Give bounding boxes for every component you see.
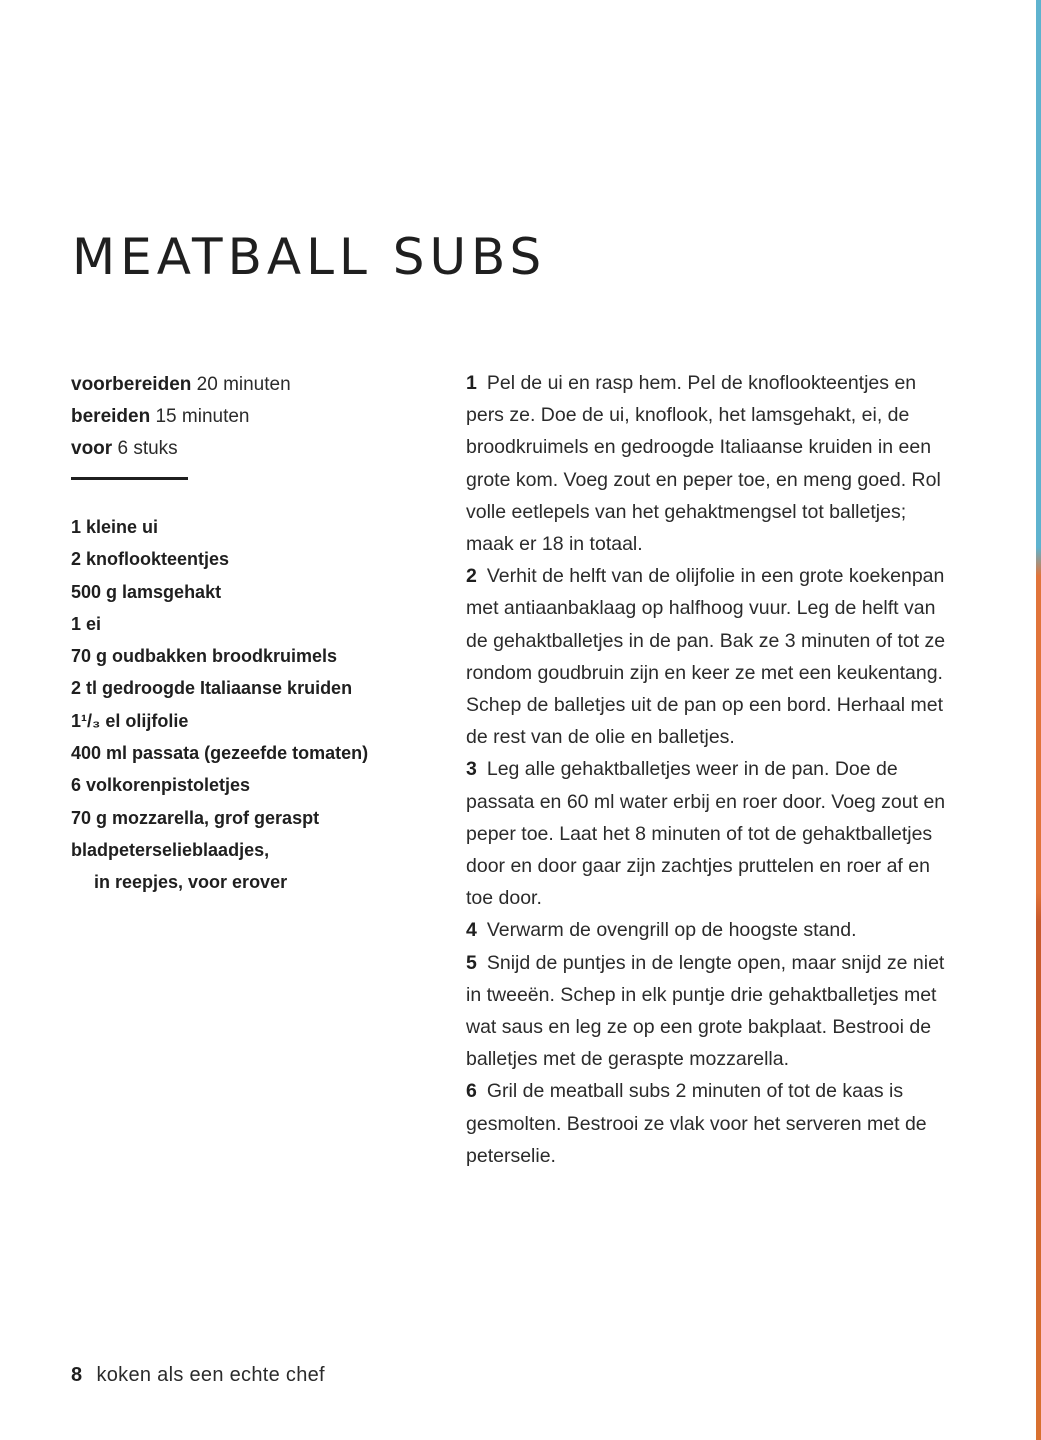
method-step	[466, 560, 956, 753]
method-steps	[466, 367, 956, 1172]
step-text: Pel de ui en rasp hem. Pel de knoflookteentjes en pers ze. Doe de ui, knoflook, het lamsgehakt, ei, de broodkruimels en gedroogde Italiaanse kruiden in een grote kom. Voeg zout en peper toe, en meng goed. Rol volle eetlepels van het gehaktmengsel tot balletjes; maak er 18 in totaal.	[466, 372, 941, 556]
page-number: 8	[71, 1364, 83, 1386]
step-text: Snijd de puntjes in de lengte open, maar snijd ze niet in tweeën. Schep in elk puntje drie gehaktballetjes met wat saus en leg ze op een grote bakplaat. Bestrooi de balletjes met de geraspte mozzarella.	[466, 951, 945, 1071]
step-number: 3	[466, 758, 477, 781]
ingredient-item: 6 volkorenpistoletjes	[71, 775, 251, 796]
step-number: 4	[466, 919, 477, 942]
ingredient-item: 2 tl gedroogde Italiaanse kruiden	[71, 678, 353, 699]
recipe-meta	[71, 369, 391, 465]
recipe-title: MEATBALL SUBS	[72, 228, 547, 286]
ingredient-item: 500 g lamsgehakt	[71, 581, 222, 602]
ingredient-item-continued: in reepjes, voor erover	[94, 872, 288, 893]
meta-servings	[71, 433, 391, 465]
ingredient-item: 400 ml passata (gezeefde tomaten)	[71, 743, 369, 764]
ingredient-item: 2 knoflookteentjes	[71, 549, 230, 570]
method-step	[466, 1075, 956, 1172]
book-title: koken als een echte chef	[96, 1364, 325, 1386]
meta-value: 20 minuten	[196, 374, 291, 395]
ingredient-item: 1 ei	[71, 613, 102, 634]
method-step	[466, 753, 956, 914]
step-text: Leg alle gehaktballetjes weer in de pan. Doe de passata en 60 ml water erbij en roer door. Voeg zout en peper toe. Laat het 8 minuten of tot de gehaktballetjes door en door gaar zijn zachtjes pruttelen en roer af en toe door.	[466, 758, 946, 910]
ingredient-item: 1 kleine ui	[71, 517, 159, 537]
meta-value: 15 minuten	[155, 406, 250, 427]
step-number: 5	[466, 951, 477, 974]
page-footer	[71, 1364, 325, 1387]
meta-label: voorbereiden	[71, 374, 192, 395]
step-number: 1	[466, 372, 477, 394]
ingredient-item: 1¹/₃ el olijfolie	[71, 710, 189, 731]
step-text: Verwarm de ovengrill op de hoogste stand.	[486, 919, 857, 942]
ingredient-item: 70 g oudbakken broodkruimels	[71, 646, 338, 667]
ingredient-item: bladpeterselieblaadjes,	[71, 839, 270, 860]
method-step	[466, 914, 956, 946]
meta-value: 6 stuks	[117, 438, 178, 459]
step-text: Verhit de helft van de olijfolie in een grote koekenpan met antiaanbaklaag op halfhoog vuur. Leg de helft van de gehaktballetjes in de pan. Bak ze 3 minuten of tot ze rondom goudbruin zijn en keer ze met een keukentang. Schep de balletjes uit de pan op een bord. Herhaal met de rest van de olie en balletjes.	[466, 565, 946, 749]
meta-prep-time	[71, 369, 391, 401]
step-text: Gril de meatball subs 2 minuten of tot de kaas is gesmolten. Bestrooi ze vlak voor het serveren met de peterselie.	[466, 1080, 927, 1167]
meta-cook-time	[71, 401, 391, 433]
ingredient-item: 70 g mozzarella, grof geraspt	[71, 807, 320, 828]
step-number: 6	[466, 1080, 477, 1103]
ingredient-list	[71, 511, 431, 899]
step-number: 2	[466, 565, 477, 588]
method-step	[466, 367, 956, 560]
page-edge-color-strip	[1036, 0, 1041, 1440]
divider-rule	[71, 477, 188, 480]
method-step	[466, 947, 956, 1076]
meta-label: voor	[71, 438, 113, 459]
meta-label: bereiden	[71, 406, 151, 427]
